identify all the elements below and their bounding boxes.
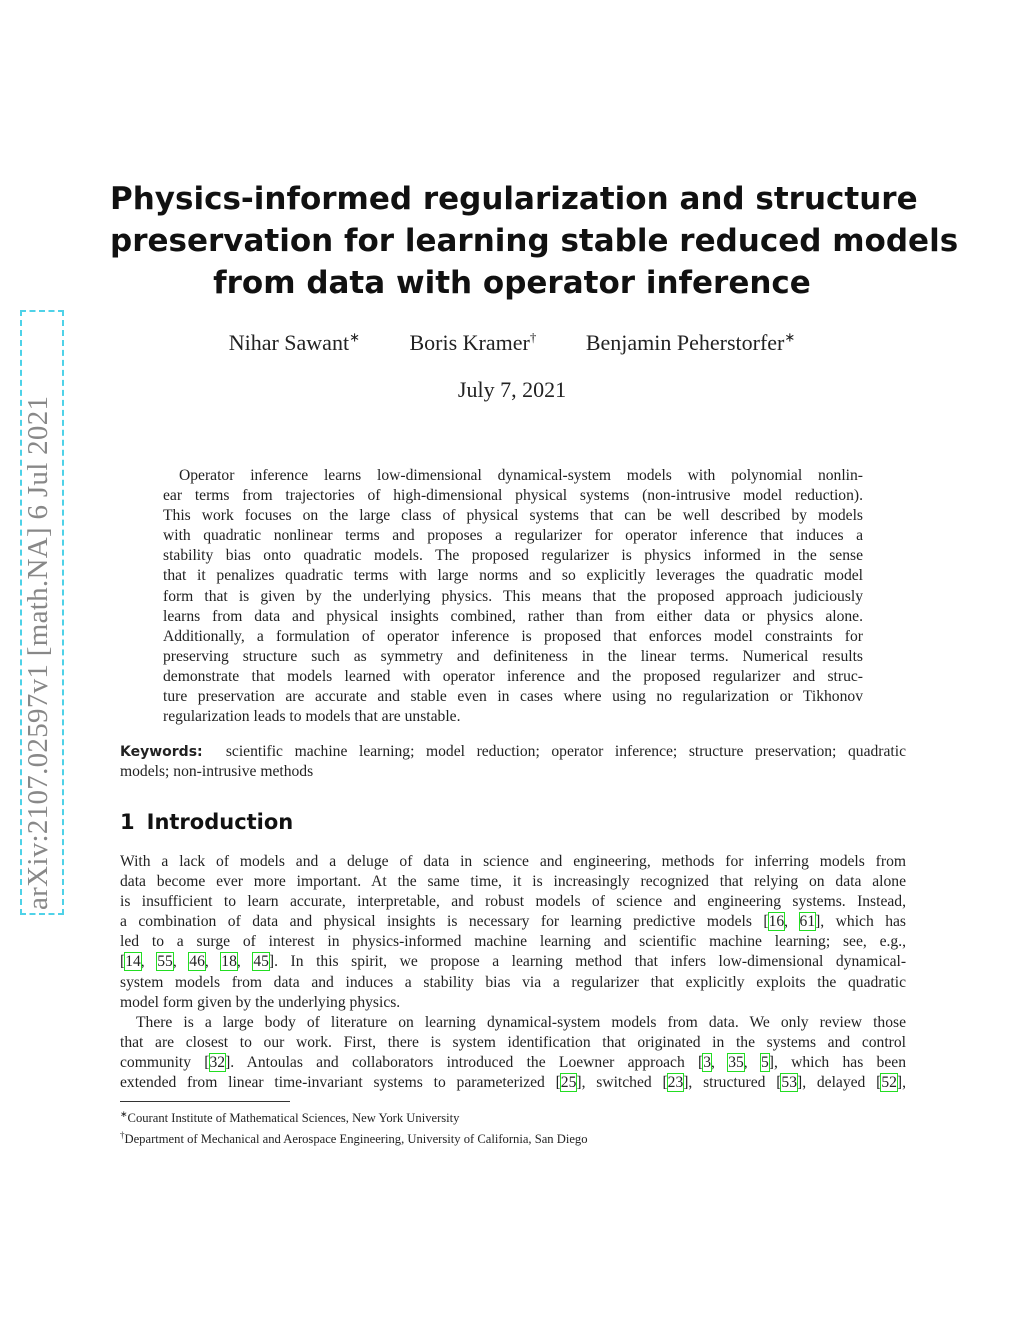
body-text: ], switched [ — [576, 1074, 668, 1092]
abstract-line: Operator inference learns low-dimensional dynamical-system models with polynomial nonlin- — [179, 467, 863, 484]
citation-link[interactable]: 25 — [560, 1074, 577, 1092]
paper-title — [110, 178, 959, 304]
footnote-text: Department of Mechanical and Aerospace Engineering, University of California, San Diego — [124, 1132, 588, 1147]
section-heading — [120, 810, 293, 834]
abstract-line: ture preservation are accurate and stable even in cases where using no regularization or Tikhonov — [163, 688, 863, 706]
body-text: , — [204, 953, 222, 971]
body-text: community [ — [120, 1053, 210, 1071]
body-text: ], structured [ — [683, 1074, 782, 1092]
footnote — [120, 1106, 588, 1127]
citation-link[interactable]: 52 — [881, 1074, 897, 1092]
footnote — [120, 1127, 588, 1148]
abstract-line: regularization leads to models that are unstable. — [163, 708, 461, 726]
body-text: ], delayed [ — [797, 1074, 882, 1092]
paper-date: July 7, 2021 — [457, 377, 567, 402]
keywords — [120, 742, 906, 782]
body-line: is insufficient to learn accurate, interpretable, and robust models of science and engineering systems. Instead, — [120, 893, 906, 911]
body-text: , — [784, 913, 800, 931]
abstract-line: stability bias onto quadratic models. The proposed regularizer is physics informed in the sense — [163, 547, 863, 565]
body-line — [120, 952, 906, 972]
body-text: , — [140, 953, 158, 971]
footnote-text: Courant Institute of Mathematical Sciences, New York University — [127, 1111, 460, 1126]
body-text: ], — [896, 1074, 906, 1092]
keywords-label: Keywords: — [120, 744, 203, 760]
section-title: Introduction — [146, 810, 294, 834]
body-text: ], which has — [815, 913, 906, 931]
body-line: system models from data and induces a stability bias via a regularizer that explicitly exploits the quadratic — [120, 973, 906, 991]
author-name: Nihar Sawant — [228, 330, 350, 356]
body-line: model form given by the underlying physics. — [120, 993, 401, 1011]
citation-link[interactable]: 23 — [667, 1074, 684, 1092]
citation-link[interactable]: 5 — [760, 1053, 769, 1071]
body-line — [120, 1053, 906, 1073]
citation-link[interactable]: 46 — [189, 953, 205, 971]
body-text: a combination of data and physical insights is necessary for learning predictive models [ — [120, 913, 769, 931]
author-name: Benjamin Peherstorfer — [585, 330, 785, 356]
body-line: that are closest to our work. First, there is system identification that originated in the systems and control — [120, 1033, 906, 1051]
keywords-line — [120, 742, 906, 762]
citation-link[interactable]: 55 — [157, 953, 173, 971]
abstract-line: ear terms from trajectories of high-dimensional physical systems (non-intrusive model reduction). — [163, 487, 863, 505]
body-text: , — [236, 953, 254, 971]
body-text: ]. In this spirit, we propose a learning method that infers low-dimensional dynamical- — [268, 953, 907, 971]
author-name: Boris Kramer — [409, 330, 530, 356]
body-text: , — [172, 953, 190, 971]
author-affiliation-mark[interactable]: ∗ — [784, 330, 796, 345]
body-text: , — [711, 1053, 729, 1071]
body-text: , — [743, 1053, 761, 1071]
abstract-line: This work focuses on the large class of physical systems that can be well described by models — [163, 507, 863, 525]
arxiv-identifier[interactable]: arXiv:2107.02597v1 [math.NA] 6 Jul 2021 — [22, 395, 54, 910]
author — [409, 330, 536, 355]
citation-link[interactable]: 16 — [768, 913, 785, 931]
citation-link[interactable]: 45 — [253, 953, 269, 971]
footnote-mark: ∗ — [120, 1109, 128, 1119]
abstract-line: Additionally, a formulation of operator inference is proposed that enforces model constraints for — [163, 627, 863, 645]
abstract-line: demonstrate that models learned with operator inference and the proposed regularizer and struc- — [163, 667, 863, 685]
citation-link[interactable]: 35 — [728, 1053, 744, 1071]
title-line: Physics-informed regularization and structure — [110, 181, 918, 217]
abstract — [163, 466, 863, 727]
title-line: from data with operator inference — [213, 265, 811, 301]
footnotes — [120, 1106, 588, 1148]
footnote-rule — [120, 1101, 290, 1102]
abstract-line: with quadratic nonlinear terms and proposes a regularizer for operator inference that induces a — [163, 527, 863, 545]
citation-link[interactable]: 32 — [209, 1053, 226, 1071]
title-line: preservation for learning stable reduced models — [110, 223, 959, 259]
body-line: data become ever more important. At the same time, it is increasingly recognized that relying on data alone — [120, 873, 906, 891]
author-affiliation-mark[interactable]: † — [529, 330, 537, 345]
citation-link[interactable]: 18 — [221, 953, 237, 971]
keywords-line: models; non-intrusive methods — [120, 763, 314, 781]
body-line — [120, 912, 906, 932]
body-text: [ — [120, 953, 126, 971]
body-line: led to a surge of interest in physics-informed machine learning and scientific machine learning; see, e.g., — [120, 933, 906, 951]
body-line: There is a large body of literature on learning dynamical-system models from data. We only review those — [136, 1013, 906, 1031]
keywords-text: scientific machine learning; model reduction; operator inference; structure preservation; quadratic — [225, 743, 906, 760]
citation-link[interactable]: 3 — [703, 1053, 712, 1071]
footnote-mark: † — [120, 1130, 125, 1141]
abstract-line: learns from data and physical insights combined, rather than from either data or physics alone. — [163, 607, 863, 625]
citation-link[interactable]: 61 — [799, 913, 816, 931]
abstract-line: that it penalizes quadratic terms with large norms and so explicitly leverages the quadratic model — [163, 567, 863, 585]
author-list — [110, 330, 914, 356]
citation-link[interactable]: 14 — [125, 953, 141, 971]
author — [586, 330, 795, 355]
body-text: extended from linear time-invariant systems to parameterized [ — [120, 1074, 561, 1092]
author — [229, 330, 360, 355]
abstract-line: form that is given by the underlying physics. This means that the proposed approach judiciously — [163, 587, 863, 605]
body-line: With a lack of models and a deluge of data in science and engineering, methods for inferring models from — [120, 853, 906, 870]
author-affiliation-mark[interactable]: ∗ — [349, 330, 360, 345]
introduction-body — [120, 852, 906, 1093]
body-text: ], which has been — [768, 1053, 906, 1071]
body-text: ]. Antoulas and collaborators introduced the Loewner approach [ — [225, 1053, 704, 1071]
body-line — [120, 1073, 906, 1093]
section-number: 1 — [120, 810, 135, 834]
citation-link[interactable]: 53 — [781, 1074, 797, 1092]
abstract-line: preserving structure such as symmetry and definiteness in the linear terms. Numerical results — [163, 647, 863, 665]
